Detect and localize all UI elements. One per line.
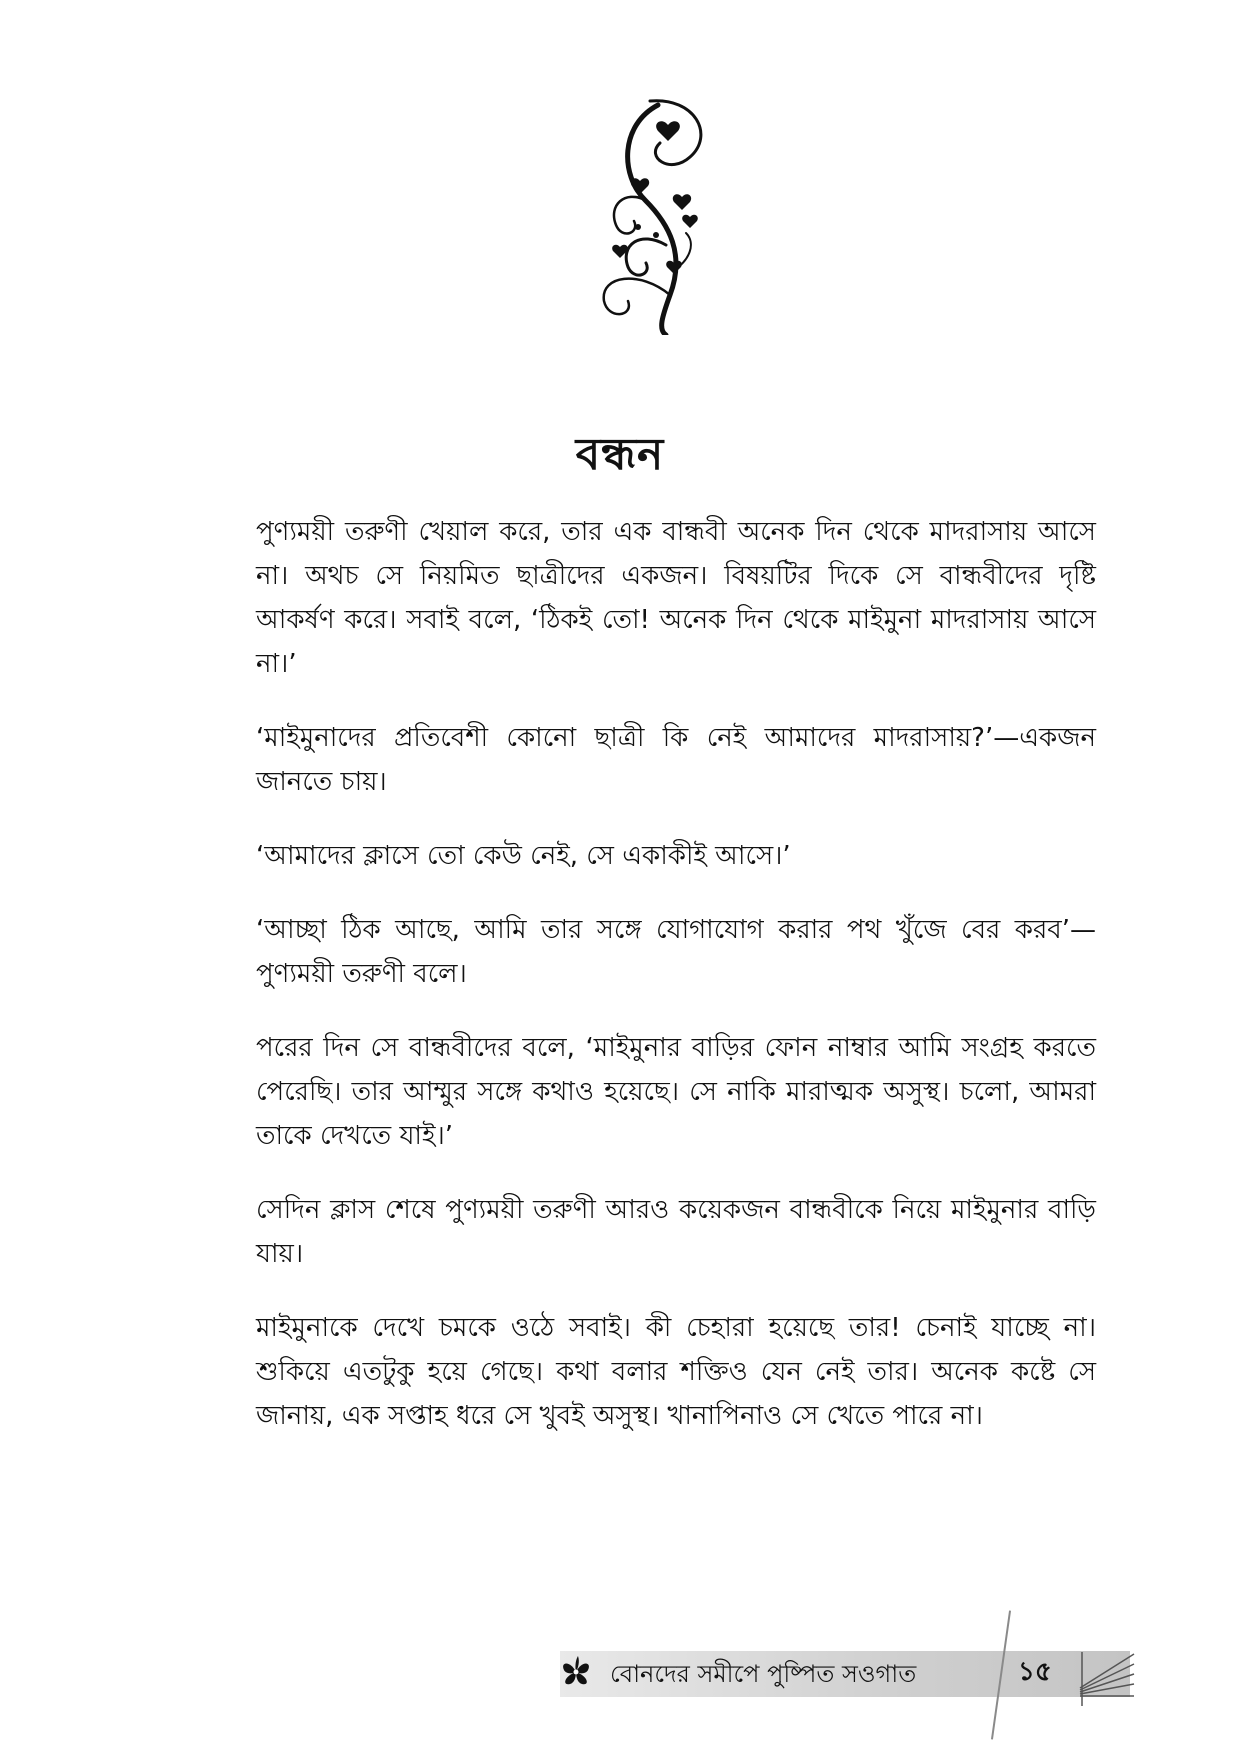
corner-lines-decoration bbox=[1078, 1640, 1136, 1710]
paragraph: মাইমুনাকে দেখে চমকে ওঠে সবাই। কী চেহারা হয়েছে তার! চেনাই যাচ্ছে না। শুকিয়ে এতটুকু হয়ে গেছে। কথা বলার শক্তিও যেন নেই তার। অনেক কষ্টে সে জানায়, এক সপ্তাহ ধরে সে খুবই অসুস্থ। খানাপিনাও সে খেতে পারে না। bbox=[256, 1313, 1096, 1431]
paragraph: ‘আচ্ছা ঠিক আছে, আমি তার সঙ্গে যোগাযোগ করার পথ খুঁজে বের করব’—পুণ্যময়ী তরুণী বলে। bbox=[256, 915, 1096, 989]
paragraph: সেদিন ক্লাস শেষে পুণ্যময়ী তরুণী আরও কয়েকজন বান্ধবীকে নিয়ে মাইমুনার বাড়ি যায়। bbox=[256, 1195, 1096, 1269]
paragraph: পরের দিন সে বান্ধবীদের বলে, ‘মাইমুনার বাড়ির ফোন নাম্বার আমি সংগ্রহ করতে পেরেছি। তার আম্মুর সঙ্গে কথাও হয়েছে। সে নাকি মারাত্মক অসুস্থ। চলো, আমরা তাকে দেখতে যাই।’ bbox=[256, 1033, 1096, 1151]
page-number: ১৫ bbox=[1018, 1657, 1052, 1687]
book-title: বোনদের সমীপে পুষ্পিত সওগাত bbox=[610, 1660, 917, 1688]
flower-icon bbox=[556, 1654, 596, 1694]
chapter-body bbox=[256, 510, 1096, 1468]
paragraph: পুণ্যময়ী তরুণী খেয়াল করে, তার এক বান্ধবী অনেক দিন থেকে মাদরাসায় আসে না। অথচ সে নিয়মিত ছাত্রীদের একজন। বিষয়টির দিকে সে বান্ধবীদের দৃষ্টি আকর্ষণ করে। সবাই বলে, ‘ঠিকই তো! অনেক দিন থেকে মাইমুনা মাদরাসায় আসে না।’ bbox=[256, 517, 1096, 679]
chapter-title: বন্ধন bbox=[575, 429, 665, 480]
paragraph: ‘মাইমুনাদের প্রতিবেশী কোনো ছাত্রী কি নেই আমাদের মাদরাসায়?’—একজন জানতে চায়। bbox=[256, 723, 1096, 797]
paragraph: ‘আমাদের ক্লাসে তো কেউ নেই, সে একাকীই আসে।’ bbox=[256, 841, 791, 871]
heart-vine-icon bbox=[600, 95, 740, 335]
